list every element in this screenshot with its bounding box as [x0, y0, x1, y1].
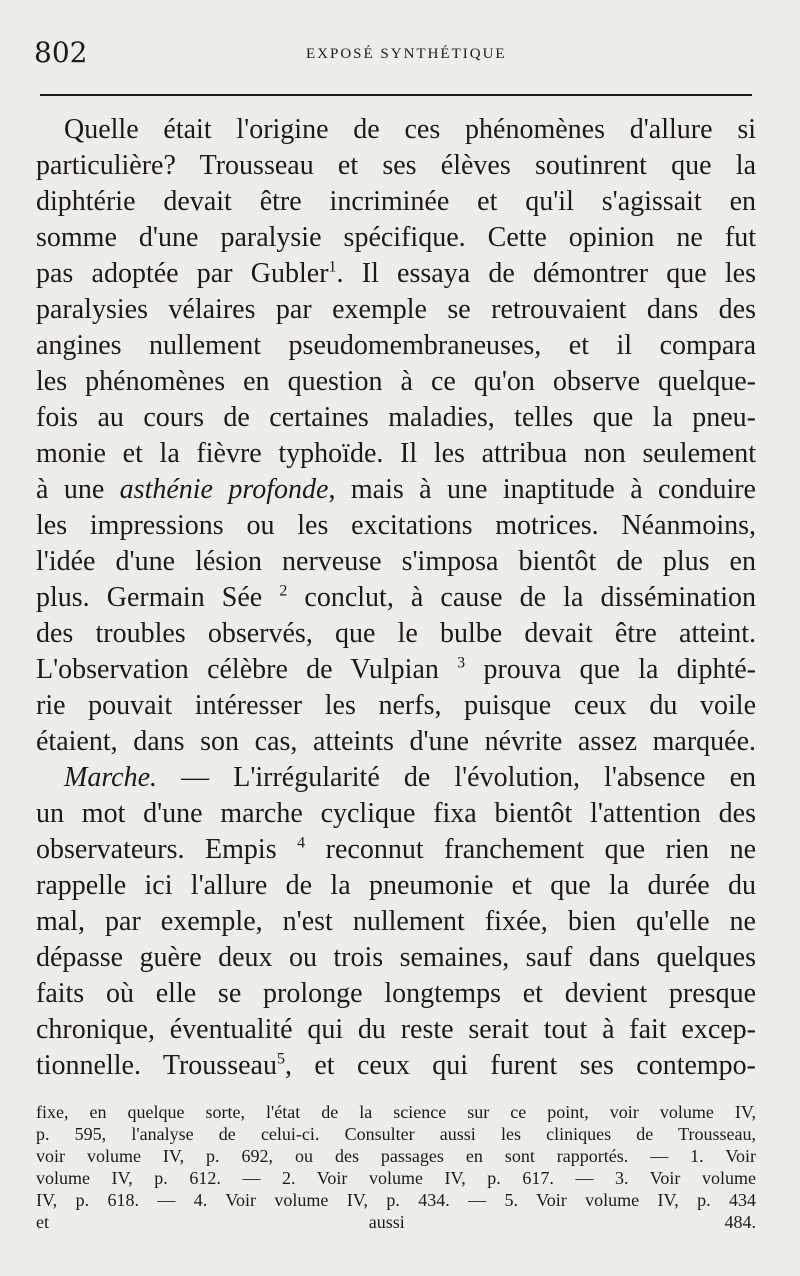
footnote-line: volume IV, p. 612. — 2. Voir volume IV, p. 617. — 3. Voir volume — [36, 1168, 756, 1188]
text-line: plus. Germain Sée $^2$ conclut, à cause de la dissémination — [36, 582, 757, 613]
text-line: un mot d'une marche cyclique fixa bientôt l'attention des — [36, 798, 756, 829]
text-line: faits où elle se prolonge longtemps et devient presque — [36, 978, 756, 1009]
text-line: tionnelle. Trousseau$^5$, et ceux qui furent ses contempo- — [36, 1050, 757, 1081]
page-number: 802 — [34, 36, 88, 69]
text-line: L'observation célèbre de Vulpian $^3$ prouva que la diphté- — [36, 654, 756, 685]
text-line: rie pouvait intéresser les nerfs, puisque ceux du voile — [36, 690, 756, 721]
text-line: angines nullement pseudomembraneuses, et il compara — [36, 330, 756, 361]
italic-term: Marche. — [64, 762, 158, 793]
footnote-ref: 3 — [457, 654, 466, 672]
footnote-line: fixe, en quelque sorte, l'état de la science sur ce point, voir volume IV, — [36, 1102, 756, 1122]
footnote-ref: 4 — [297, 834, 306, 852]
footnote-ref: 1 — [328, 258, 337, 276]
text-line: paralysies vélaires par exemple se retrouvaient dans des — [36, 294, 756, 325]
text-line: monie et la fièvre typhoïde. Il les attribua non seulement — [36, 438, 756, 469]
footnotes — [36, 1101, 756, 1233]
main-text — [36, 112, 756, 1084]
footnote-line: p. 595, l'analyse de celui-ci. Consulter aussi les cliniques de Trousseau, — [36, 1124, 756, 1144]
text-line: rappelle ici l'allure de la pneumonie et que la durée du — [36, 870, 756, 901]
text-line: Marche. — L'irrégularité de l'évolution, l'absence en — [64, 762, 756, 793]
italic-term: asthénie profonde — [119, 474, 329, 505]
text-line: dépasse guère deux ou trois semaines, sauf dans quelques — [36, 942, 756, 973]
footnote-line: voir volume IV, p. 692, ou des passages en sont rapportés. — 1. Voir — [36, 1146, 756, 1166]
footnote-ref: 5 — [276, 1050, 285, 1068]
text-line: étaient, dans son cas, atteints d'une névrite assez marquée. — [36, 726, 756, 757]
header-rule — [40, 94, 752, 96]
text-line: mal, par exemple, n'est nullement fixée, bien qu'elle ne — [36, 906, 756, 937]
text-line: les impressions ou les excitations motrices. Néanmoins, — [36, 510, 756, 541]
text-line: à une asthénie profonde, mais à une inaptitude à conduire — [36, 474, 756, 505]
footnote-line: et aussi 484. — [36, 1212, 756, 1232]
text-line: l'idée d'une lésion nerveuse s'imposa bientôt de plus en — [36, 546, 756, 577]
footnote-line: IV, p. 618. — 4. Voir volume IV, p. 434. — 5. Voir volume IV, p. 434 — [36, 1190, 756, 1210]
text-line: diphtérie devait être incriminée et qu'il s'agissait en — [36, 186, 756, 217]
text-line: des troubles observés, que le bulbe devait être atteint. — [36, 618, 756, 649]
text-line: Quelle était l'origine de ces phénomènes d'allure si — [64, 114, 756, 145]
text-line: les phénomènes en question à ce qu'on observe quelque- — [36, 366, 756, 397]
text-line: chronique, éventualité qui du reste serait tout à fait excep- — [36, 1014, 756, 1045]
text-line: fois au cours de certaines maladies, telles que la pneu- — [36, 402, 756, 433]
footnote-ref: 2 — [279, 582, 288, 600]
page-header — [34, 36, 756, 76]
text-line: pas adoptée par Gubler$^1$. Il essaya de démontrer que les — [36, 258, 757, 289]
text-line: somme d'une paralysie spécifique. Cette opinion ne fut — [36, 222, 756, 253]
text-line: observateurs. Empis $^4$ reconnut franchement que rien ne — [36, 834, 757, 865]
text-line: particulière? Trousseau et ses élèves soutinrent que la — [36, 150, 756, 181]
running-title: EXPOSÉ SYNTHÉTIQUE — [306, 46, 507, 62]
